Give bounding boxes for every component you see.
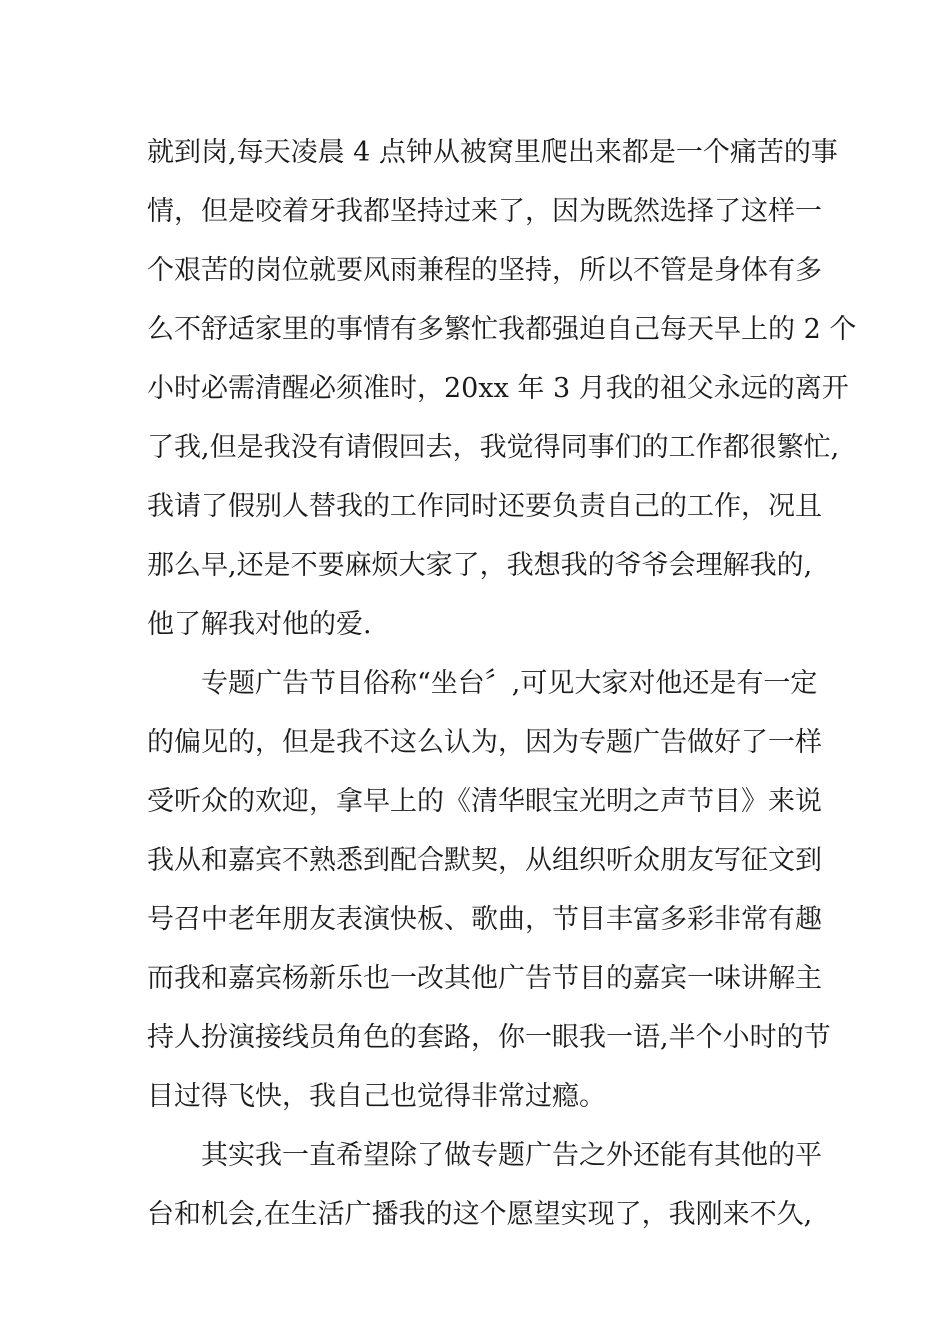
text-line: 号召中老年朋友表演快板、歌曲，节目丰富多彩非常有趣 [147, 904, 822, 935]
text-line: 台和机会,在生活广播我的这个愿望实现了，我刚来不久, [147, 1199, 813, 1230]
text-line: 那么早,还是不要麻烦大家了，我想我的爷爷会理解我的, [147, 550, 813, 581]
text-line: 个艰苦的岗位就要风雨兼程的坚持，所以不管是身体有多 [147, 255, 822, 286]
text-line: 了我,但是我没有请假回去，我觉得同事们的工作都很繁忙, [147, 432, 840, 463]
text-line: 就到岗,每天凌晨 4 点钟从被窝里爬出来都是一个痛苦的事 [147, 137, 838, 168]
text-line: 而我和嘉宾杨新乐也一改其他广告节目的嘉宾一味讲解主 [147, 963, 822, 994]
paragraph-first-line: 其实我一直希望除了做专题广告之外还能有其他的平 [201, 1140, 822, 1171]
text-line: 目过得飞快，我自己也觉得非常过瘾。 [147, 1081, 606, 1112]
text-line: 持人扮演接线员角色的套路，你一眼我一语,半个小时的节 [147, 1022, 831, 1053]
text-line: 小时必需清醒必须准时，20xx 年 3 月我的祖父永远的离开 [147, 373, 849, 404]
text-line: 受听众的欢迎，拿早上的《清华眼宝光明之声节目》来说 [147, 786, 822, 817]
text-line: 的偏见的，但是我不这么认为，因为专题广告做好了一样 [147, 727, 822, 758]
text-line: 情，但是咬着牙我都坚持过来了，因为既然选择了这样一 [147, 196, 822, 227]
text-line: 他了解我对他的爱. [147, 609, 372, 640]
text-line: 我请了假别人替我的工作同时还要负责自己的工作，况且 [147, 491, 822, 522]
paragraph-first-line: 专题广告节目俗称“坐台〞,可见大家对他还是有一定 [201, 668, 818, 699]
text-line: 么不舒适家里的事情有多繁忙我都强迫自己每天早上的 2 个 [147, 314, 857, 345]
text-line: 我从和嘉宾不熟悉到配合默契，从组织听众朋友写征文到 [147, 845, 822, 876]
